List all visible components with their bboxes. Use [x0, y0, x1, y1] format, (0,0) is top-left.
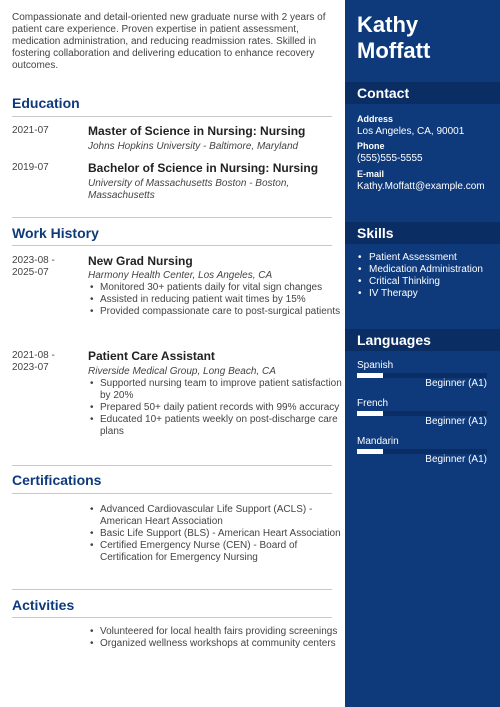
- phone-value: (555)555-5555: [357, 153, 423, 164]
- education-school: University of Massachusetts Boston - Boston, Massachusetts: [88, 178, 290, 201]
- certifications-heading: Certifications: [12, 472, 102, 488]
- phone-label: Phone: [357, 141, 385, 151]
- address-value: Los Angeles, CA, 90001: [357, 126, 465, 137]
- job-title: Patient Care Assistant: [88, 349, 215, 363]
- education-degree: Bachelor of Science in Nursing: Nursing: [88, 161, 319, 175]
- section-divider: [12, 465, 332, 466]
- email-label: E-mail: [357, 169, 385, 179]
- list-item: • Educated 10+ patients weekly on post-discharge care plans: [100, 414, 345, 438]
- work-history-heading: Work History: [12, 225, 99, 241]
- list-item: • Volunteered for local health fairs providing screenings: [100, 626, 345, 638]
- list-item: • Provided compassionate care to post-surgical patients: [100, 306, 345, 318]
- language-level-text: Beginner (A1): [425, 378, 487, 389]
- list-item: • Advanced Cardiovascular Life Support (ACLS) - American Heart Association: [100, 504, 345, 528]
- list-item: • Certified Emergency Nurse (CEN) - Board of Certification for Emergency Nursing: [100, 540, 345, 564]
- list-item: • Patient Assessment: [369, 252, 494, 264]
- job-company: Harmony Health Center, Los Angeles, CA: [88, 270, 273, 281]
- language-level-text: Beginner (A1): [425, 416, 487, 427]
- job-title: New Grad Nursing: [88, 254, 193, 268]
- list-item: • Basic Life Support (BLS) - American Heart Association: [100, 528, 345, 540]
- list-item: • IV Therapy: [369, 288, 494, 300]
- education-school: Johns Hopkins University - Baltimore, Maryland: [88, 141, 299, 152]
- list-item: • Critical Thinking: [369, 276, 494, 288]
- candidate-name: Kathy Moffatt: [357, 12, 431, 63]
- summary-text: Compassionate and detail-oriented new graduate nurse with 2 years of patient care experience. Proven expertise in patient assessment, medication administration, and reducing readmission rates. Skilled in fostering collaboration and delivering education to enhance recovery outcomes.: [12, 12, 326, 71]
- skills-heading: Skills: [357, 225, 394, 241]
- email-value: Kathy.Moffatt@example.com: [357, 181, 485, 192]
- list-item: • Medication Administration: [369, 264, 494, 276]
- job-date: 2021-08 - 2023-07: [12, 350, 55, 373]
- education-date: 2021-07: [12, 125, 49, 136]
- section-divider: [12, 589, 332, 590]
- activities-heading: Activities: [12, 597, 75, 613]
- job-bullets: [88, 282, 345, 318]
- language-name: Mandarin: [357, 436, 399, 447]
- job-company: Riverside Medical Group, Long Beach, CA: [88, 366, 276, 377]
- list-item: • Assisted in reducing patient wait times by 15%: [100, 294, 345, 306]
- skills-list: [369, 252, 494, 300]
- job-date: 2023-08 - 2025-07: [12, 255, 55, 278]
- languages-heading: Languages: [357, 332, 431, 348]
- language-level-text: Beginner (A1): [425, 454, 487, 465]
- education-date: 2019-07: [12, 162, 49, 173]
- job-bullets: [88, 378, 345, 438]
- certifications-divider: [12, 493, 332, 494]
- list-item: • Monitored 30+ patients daily for vital sign changes: [100, 282, 345, 294]
- language-name: French: [357, 398, 389, 409]
- list-item: • Supported nursing team to improve patient satisfaction by 20%: [100, 378, 345, 402]
- list-item: • Prepared 50+ daily patient records with 99% accuracy: [100, 402, 345, 414]
- education-divider: [12, 116, 332, 117]
- section-divider: [12, 217, 332, 218]
- contact-heading: Contact: [357, 85, 410, 101]
- list-item: • Organized wellness workshops at community centers: [100, 638, 345, 650]
- education-degree: Master of Science in Nursing: Nursing: [88, 124, 306, 138]
- education-heading: Education: [12, 95, 80, 111]
- address-label: Address: [357, 114, 394, 124]
- activities-divider: [12, 617, 332, 618]
- certifications-list: [88, 504, 345, 564]
- work-history-divider: [12, 245, 332, 246]
- activities-list: [88, 626, 345, 650]
- sidebar: [345, 0, 500, 707]
- language-name: Spanish: [357, 360, 394, 371]
